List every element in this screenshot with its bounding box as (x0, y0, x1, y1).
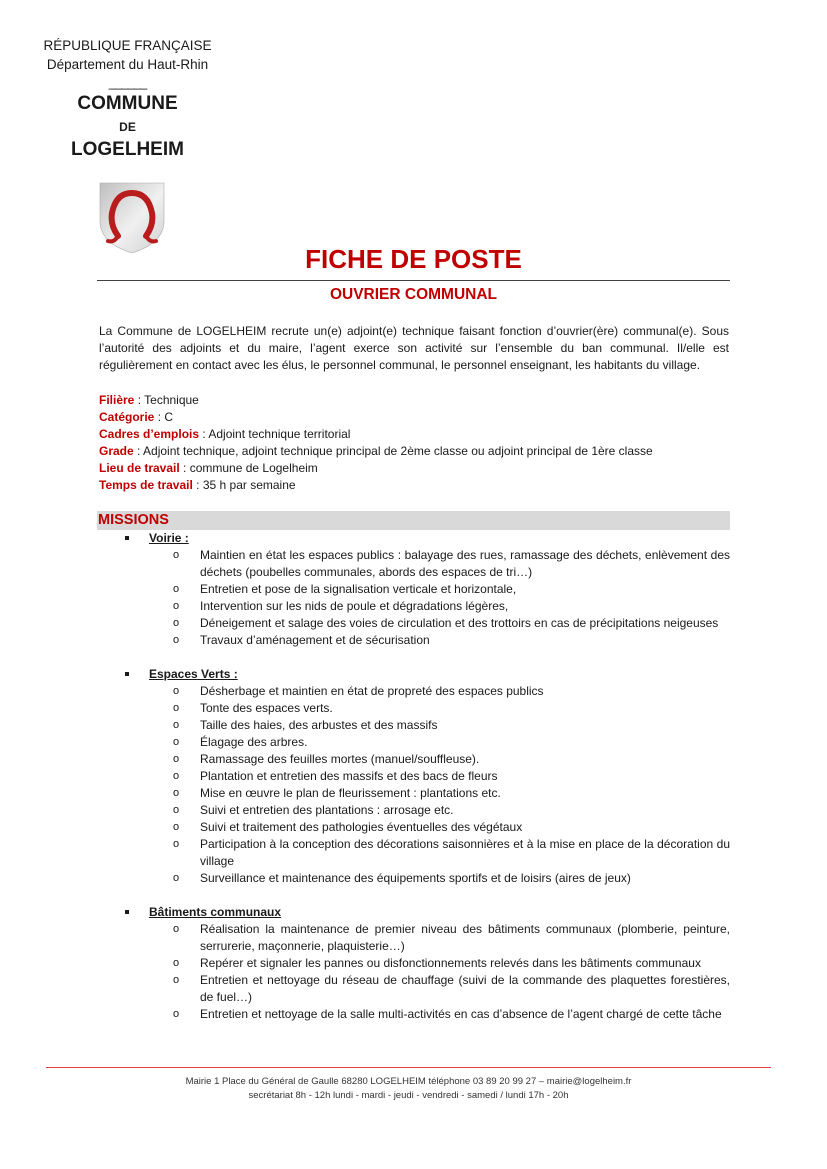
list-item (97, 683, 730, 700)
title-divider (97, 280, 730, 281)
circle-bullet-icon: o (173, 719, 180, 731)
list-item-text: Repérer et signaler les pannes ou disfonctionnements relevés dans les bâtiments communaux (200, 956, 701, 970)
list-item-text: Taille des haies, des arbustes et des massifs (200, 718, 438, 732)
list-item (97, 768, 730, 785)
document-subtitle: OUVRIER COMMUNAL (329, 286, 498, 303)
list-item (97, 547, 730, 581)
circle-bullet-icon: o (173, 583, 180, 595)
square-bullet-icon (125, 910, 129, 914)
field-value: : C (154, 410, 174, 424)
list-item (97, 632, 730, 649)
list-item-text: Mise en œuvre le plan de fleurissement : plantations etc. (200, 786, 501, 800)
circle-bullet-icon: o (173, 787, 180, 799)
list-item-text: Entretien et nettoyage du réseau de chauffage (suivi de la commande des plaquettes forestières, de fuel…) (200, 973, 730, 1004)
field-label: Lieu de travail (99, 461, 180, 475)
missions-sections (97, 530, 730, 1040)
list-item-text: Ramassage des feuilles mortes (manuel/souffleuse). (200, 752, 480, 766)
mission-section (97, 666, 730, 887)
list-item (97, 700, 730, 717)
list-item (97, 615, 730, 632)
field-temps-travail (99, 477, 729, 494)
circle-bullet-icon: o (173, 753, 180, 765)
list-item (97, 598, 730, 615)
list-item-text: Réalisation la maintenance de premier niveau des bâtiments communaux (plomberie, peinture, serrurerie, maçonnerie, plaquisterie…) (200, 922, 730, 953)
de-label: DE (119, 120, 136, 134)
list-item-text: Tonte des espaces verts. (200, 701, 333, 715)
circle-bullet-icon: o (173, 821, 180, 833)
circle-bullet-icon: o (173, 702, 180, 714)
section-heading (97, 904, 730, 921)
list-item-text: Entretien et pose de la signalisation verticale et horizontale, (200, 582, 517, 596)
field-cadres-emplois (99, 426, 729, 443)
field-lieu-travail (99, 460, 729, 477)
circle-bullet-icon: o (173, 617, 180, 629)
field-label: Temps de travail (99, 478, 193, 492)
list-item-text: Désherbage et maintien en état de propreté des espaces publics (200, 684, 544, 698)
department-label: Département du Haut-Rhin (46, 57, 209, 72)
mission-section (97, 530, 730, 649)
footer-hours: secrétariat 8h - 12h lundi - mardi - jeudi - vendredi - samedi / lundi 17h - 20h (248, 1090, 569, 1101)
republic-label: RÉPUBLIQUE FRANÇAISE (43, 38, 212, 53)
square-bullet-icon (125, 672, 129, 676)
town-name: LOGELHEIM (71, 139, 184, 160)
section-heading (97, 666, 730, 683)
field-filiere (99, 392, 729, 409)
list-item-text: Participation à la conception des décorations saisonnières et à la mise en place de la décoration du village (200, 837, 730, 868)
circle-bullet-icon: o (173, 1008, 180, 1020)
circle-bullet-icon: o (173, 804, 180, 816)
circle-bullet-icon: o (173, 957, 180, 969)
list-item (97, 972, 730, 1006)
list-item-text: Maintien en état les espaces publics : balayage des rues, ramassage des déchets, enlèvement des déchets (poubelles communales, abords des espaces de tri…) (200, 548, 730, 579)
commune-label: COMMUNE (77, 93, 178, 114)
field-value: : Technique (134, 393, 199, 407)
list-item-text: Plantation et entretien des massifs et des bacs de fleurs (200, 769, 498, 783)
list-item (97, 734, 730, 751)
list-item-text: Déneigement et salage des voies de circulation et des trottoirs en cas de précipitations neigeuses (200, 616, 719, 630)
footer (46, 1075, 771, 1103)
field-label: Grade (99, 444, 134, 458)
field-value: : Adjoint technique, adjoint technique principal de 2ème classe ou adjoint principal de 1ère classe (133, 444, 653, 458)
circle-bullet-icon: o (173, 634, 180, 646)
circle-bullet-icon: o (173, 872, 180, 884)
circle-bullet-icon: o (173, 600, 180, 612)
list-item (97, 921, 730, 955)
field-grade (99, 443, 729, 460)
section-heading (97, 530, 730, 547)
list-item-text: Surveillance et maintenance des équipements sportifs et de loisirs (aires de jeux) (200, 871, 631, 885)
footer-divider (46, 1067, 771, 1068)
field-label: Filière (99, 393, 135, 407)
list-item-text: Entretien et nettoyage de la salle multi-activités en cas d’absence de l’agent chargé de cette tâche (200, 1007, 722, 1021)
job-fields (99, 392, 729, 494)
list-item (97, 785, 730, 802)
circle-bullet-icon: o (173, 770, 180, 782)
list-item (97, 870, 730, 887)
circle-bullet-icon: o (173, 549, 180, 561)
section-title: Espaces Verts : (149, 667, 238, 681)
list-item-text: Élagage des arbres. (200, 735, 308, 749)
section-title: Bâtiments communaux (149, 905, 282, 919)
list-item (97, 819, 730, 836)
section-title: Voirie : (149, 531, 189, 545)
circle-bullet-icon: o (173, 685, 180, 697)
square-bullet-icon (125, 536, 129, 540)
list-item-text: Intervention sur les nids de poule et dégradations légères, (200, 599, 509, 613)
list-item-text: Suivi et traitement des pathologies éventuelles des végétaux (200, 820, 523, 834)
list-item (97, 751, 730, 768)
field-value: : 35 h par semaine (192, 478, 296, 492)
missions-heading-bar (97, 511, 730, 530)
list-item (97, 836, 730, 870)
circle-bullet-icon: o (173, 974, 180, 986)
field-label: Cadres d’emplois (99, 427, 200, 441)
intro-paragraph: La Commune de LOGELHEIM recrute un(e) adjoint(e) technique faisant fonction d’ouvrier(ère) communal(e). Sous l’autorité des adjoints et du maire, l’agent exerce son activité sur l’ensemble du ban communal. Il/elle est régulièrement en contact avec les élus, le personnel communal, le personnel enseignant, les habitants du village. (99, 324, 729, 372)
list-item (97, 581, 730, 598)
circle-bullet-icon: o (173, 923, 180, 935)
list-item (97, 1006, 730, 1023)
field-value: : commune de Logelheim (179, 461, 318, 475)
circle-bullet-icon: o (173, 736, 180, 748)
list-item-text: Travaux d’aménagement et de sécurisation (200, 633, 430, 647)
document-title: FICHE DE POSTE (305, 244, 522, 274)
field-value: : Adjoint technique territorial (199, 427, 351, 441)
list-item (97, 802, 730, 819)
header-separator: ______ (108, 75, 147, 90)
field-label: Catégorie (99, 410, 155, 424)
list-item-text: Suivi et entretien des plantations : arrosage etc. (200, 803, 454, 817)
list-item (97, 717, 730, 734)
letterhead (20, 36, 235, 162)
missions-heading: MISSIONS (98, 512, 169, 528)
list-item (97, 955, 730, 972)
footer-address: Mairie 1 Place du Général de Gaulle 68280 LOGELHEIM téléphone 03 89 20 99 27 – mairie@logelheim.fr (185, 1076, 632, 1087)
field-categorie (99, 409, 729, 426)
circle-bullet-icon: o (173, 838, 180, 850)
mission-section (97, 904, 730, 1023)
